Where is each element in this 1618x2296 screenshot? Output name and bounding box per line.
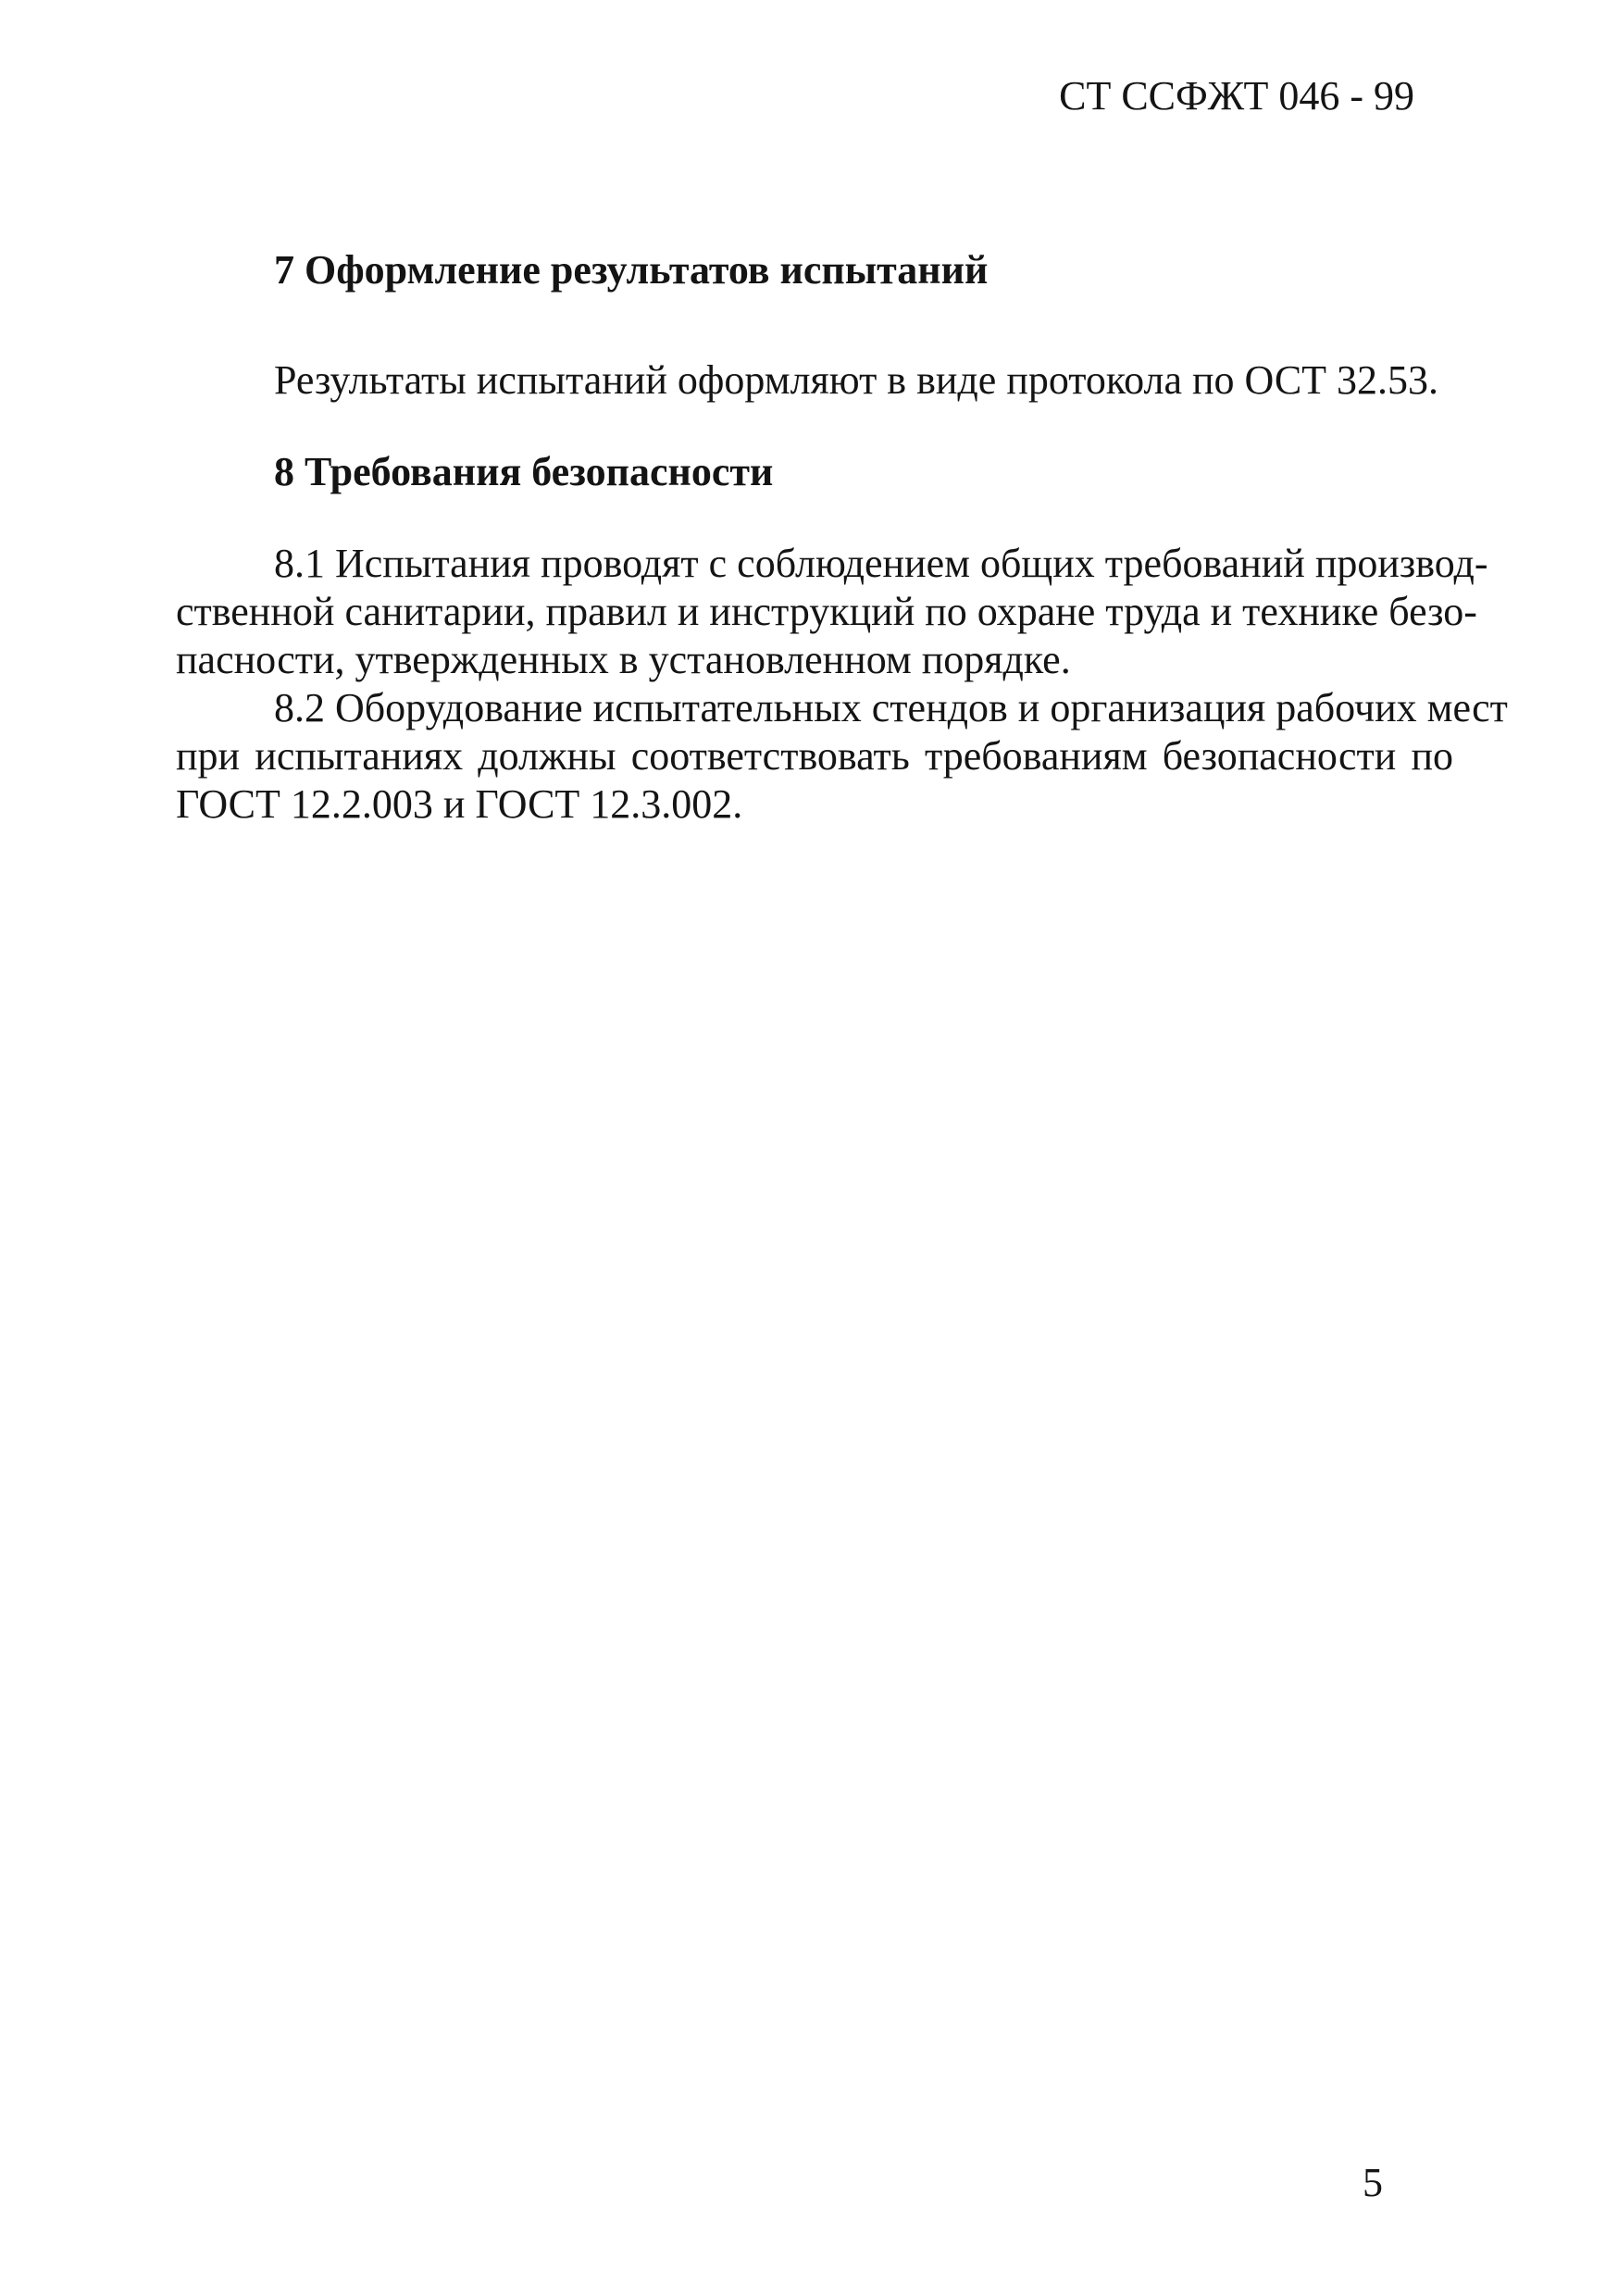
section-8-title: 8 Требования безопасности	[274, 449, 774, 494]
page-number: 5	[1363, 2160, 1383, 2205]
paragraph-line: пасности, утвержденных в установленном порядке.	[176, 637, 1071, 682]
paragraph-line: 8.2 Оборудование испытательных стендов и организация рабочих мест	[274, 685, 1508, 730]
paragraph-line: 8.1 Испытания проводят с соблюдением общих требований производ-	[274, 541, 1488, 586]
section-7-text: Результаты испытаний оформляют в виде протокола по ОСТ 32.53.	[274, 357, 1439, 403]
paragraph-8-1	[176, 540, 1488, 684]
paragraph-8-2	[176, 684, 1508, 829]
document-code: СТ ССФЖТ 046 - 99	[1059, 73, 1414, 119]
section-7-title: 7 Оформление результатов испытаний	[274, 247, 989, 293]
paragraph-line: ственной санитарии, правил и инструкций по охране труда и технике безо-	[176, 589, 1477, 634]
paragraph-line: ГОСТ 12.2.003 и ГОСТ 12.3.002.	[176, 781, 743, 827]
paragraph-line: при испытаниях должны соответствовать требованиям безопасности по	[176, 733, 1453, 779]
